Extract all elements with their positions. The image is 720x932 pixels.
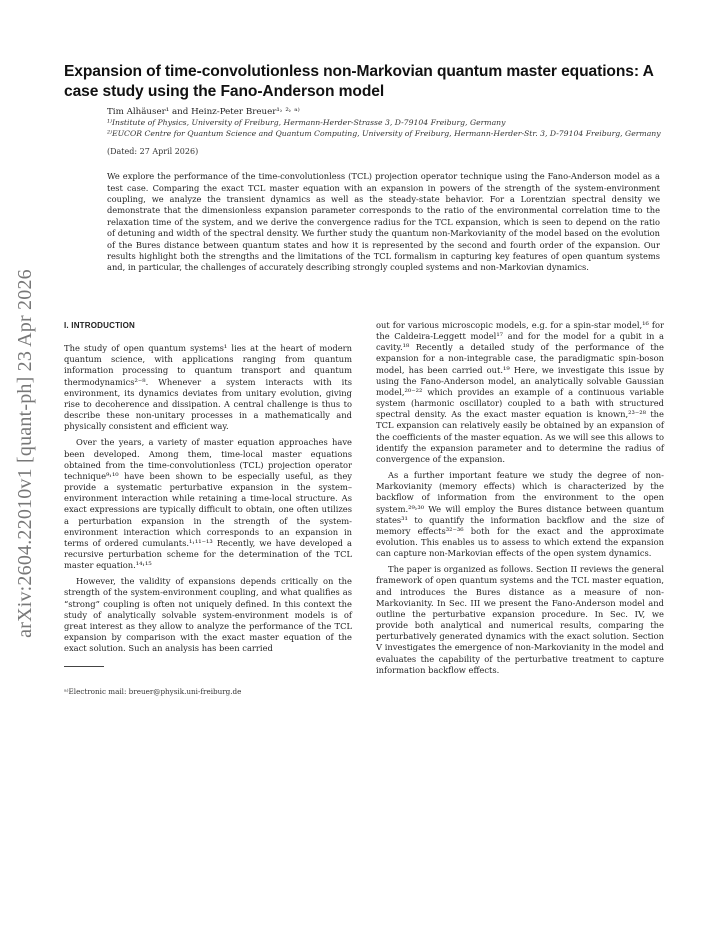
intro-paragraph-5: As a further important feature we study the degree of non-Markovianity (memory effects) which is characterized by the backflow of information from the environment to the open system.²⁹˒³⁰ We will employ the Bures distance between quantum states³¹ to quantify the information backflow and the size of memory effects³²⁻³⁶ both for the exact and the approximate evolution. This enables us to assess to which extend the expansion can capture non-Markovian effects of the open system dynamics. [376, 470, 664, 559]
footnote-rule [64, 666, 104, 667]
body-columns [64, 320, 664, 697]
right-column [376, 320, 664, 697]
arxiv-identifier-stamp [2, 238, 48, 668]
section-heading-introduction: I. INTRODUCTION [64, 321, 135, 330]
abstract: We explore the performance of the time-convolutionless (TCL) projection operator technique using the Fano-Anderson model as a test case. Comparing the exact TCL master equation with an expansion in powers of the strength of the system-environment coupling, we analyze the transient dynamics as well as the steady-state behavior. For a Lorentzian spectral density we demonstrate that the dimensionless expansion parameter corresponds to the ratio of the environmental correlation time to the relaxation time of the system, and we derive the convergence radius for the TCL expansion, which is seen to depend on the ratio of detuning and width of the spectral density. We further study the quantum non-Markovianity of the model based on the evolution of the Bures distance between quantum states and how it is represented by the second and fourth order of the expansion. Our results highlight both the strengths and the limitations of the TCL formalism in capturing key features of open quantum systems and, in particular, the challenges of accurately describing strongly coupled systems and non-Markovian dynamics. [107, 171, 660, 273]
affiliation-1: ¹⁾Institute of Physics, University of Freiburg, Hermann-Herder-Strasse 3, D-79104 Freiburg, Germany [107, 118, 506, 127]
date-line: (Dated: 27 April 2026) [107, 147, 199, 157]
intro-paragraph-4: out for various microscopic models, e.g. for a spin-star model,¹⁶ for the Caldeira-Leggett model¹⁷ and for the model for a qubit in a cavity.¹⁸ Recently a detailed study of the performance of the expansion for a non-integrable case, the paradigmatic spin-boson model, has been carried out.¹⁹ Here, we investigate this issue by using the Fano-Anderson model, an analytically solvable Gaussian model,²⁰⁻²² which provides an example of a continuous variable system (harmonic oscillator) coupled to a bath with structured spectral density. As the exact master equation is known,²³⁻²⁸ the TCL expansion can relatively easily be obtained by an expansion of the coefficients of the master equation. As we will see this allows to identify the expansion parameter and to determine the radius of convergence of the expansion. [376, 320, 664, 464]
arxiv-identifier-text: arXiv:2604.22010v1 [quant-ph] 23 Apr 2026 [13, 268, 36, 638]
paper-title: Expansion of time-convolutionless non-Markovian quantum master equations: A case study using the Fano-Anderson model [64, 63, 654, 100]
affiliation-2: ²⁾EUCOR Centre for Quantum Science and Quantum Computing, University of Freiburg, Hermann-Herder-Str. 3, D-79104 Freiburg, Germany [107, 128, 661, 138]
footnote-email: ᵃ⁾Electronic mail: breuer@physik.uni-freiburg.de [64, 687, 242, 697]
intro-paragraph-3: However, the validity of expansions depends critically on the strength of the system-environment coupling, and what qualifies as “strong” coupling is often not uniquely defined. In this context the study of analytically solvable system-environment models is of great interest as they allow to analyze the performance of the TCL expansion by comparison with the exact master equation of the exact solution. Such an analysis has been carried [64, 576, 352, 654]
author-list: Tim Alhäuser¹ and Heinz-Peter Breuer¹˒ ²˒ ᵃ⁾ [107, 107, 300, 117]
intro-paragraph-1: The study of open quantum systems¹ lies at the heart of modern quantum science, with applications ranging from quantum information processing to quantum transport and quantum thermodynamics²⁻⁸. Whenever a system interacts with its environment, its dynamics deviates from unitary evolution, giving rise to decoherence and dissipation. A central challenge is thus to describe these non-unitary processes in a mathematically and physically consistent and efficient way. [64, 343, 352, 432]
left-column [64, 320, 352, 697]
paper-page [64, 52, 664, 697]
intro-paragraph-2: Over the years, a variety of master equation approaches have been developed. Among them, time-local master equations obtained from the time-convolutionless (TCL) projection operator technique⁹˒¹⁰ have been shown to be especially useful, as they provide a systematic perturbative expansion in the system–environment interaction while retaining a time-local structure. As exact expressions are typically difficult to obtain, one often utilizes a perturbation expansion in the strength of the system-environment interaction which corresponds to an expansion in terms of ordered cumulants.¹˒¹¹⁻¹³ Recently, we have developed a recursive perturbation scheme for the determination of the TCL master equation.¹⁴˒¹⁵ [64, 437, 352, 571]
intro-paragraph-6: The paper is organized as follows. Section II reviews the general framework of open quantum systems and the TCL master equation, and introduces the Bures distance as a measure of non-Markovianity. In Sec. III we present the Fano-Anderson model and outline the perturbative expansion procedure. In Sec. IV, we provide both analytical and numerical results, comparing the perturbatively generated dynamics with the exact solution. Section V investigates the emergence of non-Markovianity in the model and evaluates the capability of the perturbative treatment to capture information backflow effects. [376, 564, 664, 675]
